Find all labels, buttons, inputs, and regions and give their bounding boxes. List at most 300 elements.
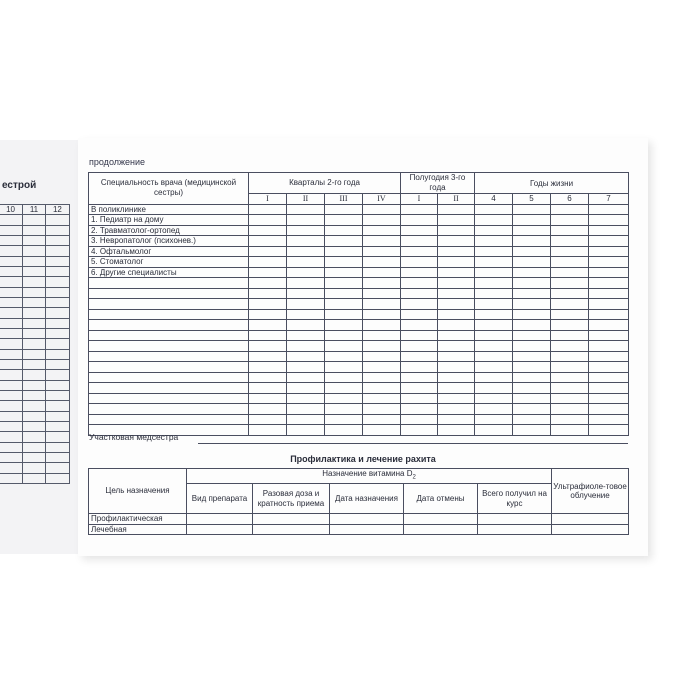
entry-cell[interactable] <box>401 404 438 415</box>
entry-cell[interactable] <box>363 341 401 352</box>
entry-cell[interactable] <box>438 320 475 331</box>
entry-cell[interactable] <box>438 225 475 236</box>
entry-cell[interactable] <box>438 393 475 404</box>
entry-cell[interactable] <box>325 225 363 236</box>
entry-cell[interactable] <box>249 414 287 425</box>
entry-cell[interactable] <box>249 362 287 373</box>
entry-cell[interactable] <box>0 287 23 297</box>
entry-cell[interactable] <box>513 362 551 373</box>
entry-cell[interactable] <box>325 425 363 436</box>
entry-cell[interactable] <box>45 246 69 256</box>
entry-cell[interactable] <box>363 215 401 226</box>
entry-cell[interactable] <box>287 246 325 257</box>
entry-cell[interactable] <box>589 404 629 415</box>
entry-cell[interactable] <box>45 225 69 235</box>
entry-cell[interactable] <box>478 524 552 535</box>
entry-cell[interactable] <box>438 267 475 278</box>
entry-cell[interactable] <box>287 351 325 362</box>
entry-cell[interactable] <box>363 267 401 278</box>
entry-cell[interactable] <box>23 432 46 442</box>
entry-cell[interactable] <box>0 442 23 452</box>
entry-cell[interactable] <box>401 341 438 352</box>
entry-cell[interactable] <box>23 287 46 297</box>
entry-cell[interactable] <box>287 288 325 299</box>
entry-cell[interactable] <box>475 393 513 404</box>
entry-cell[interactable] <box>363 351 401 362</box>
entry-cell[interactable] <box>475 267 513 278</box>
entry-cell[interactable] <box>475 362 513 373</box>
entry-cell[interactable] <box>551 278 589 289</box>
entry-cell[interactable] <box>589 278 629 289</box>
entry-cell[interactable] <box>551 246 589 257</box>
entry-cell[interactable] <box>551 372 589 383</box>
entry-cell[interactable] <box>401 225 438 236</box>
entry-cell[interactable] <box>551 267 589 278</box>
entry-cell[interactable] <box>0 349 23 359</box>
entry-cell[interactable] <box>589 215 629 226</box>
entry-cell[interactable] <box>363 225 401 236</box>
entry-cell[interactable] <box>45 349 69 359</box>
entry-cell[interactable] <box>513 257 551 268</box>
entry-cell[interactable] <box>589 299 629 310</box>
entry-cell[interactable] <box>363 299 401 310</box>
entry-cell[interactable] <box>23 401 46 411</box>
entry-cell[interactable] <box>249 257 287 268</box>
entry-cell[interactable] <box>475 425 513 436</box>
entry-cell[interactable] <box>551 393 589 404</box>
entry-cell[interactable] <box>475 278 513 289</box>
entry-cell[interactable] <box>45 463 69 473</box>
entry-cell[interactable] <box>23 380 46 390</box>
entry-cell[interactable] <box>45 308 69 318</box>
entry-cell[interactable] <box>23 215 46 225</box>
entry-cell[interactable] <box>249 204 287 215</box>
entry-cell[interactable] <box>325 383 363 394</box>
entry-cell[interactable] <box>363 372 401 383</box>
entry-cell[interactable] <box>45 390 69 400</box>
entry-cell[interactable] <box>438 288 475 299</box>
entry-cell[interactable] <box>589 225 629 236</box>
entry-cell[interactable] <box>589 288 629 299</box>
entry-cell[interactable] <box>287 215 325 226</box>
entry-cell[interactable] <box>0 266 23 276</box>
entry-cell[interactable] <box>475 299 513 310</box>
entry-cell[interactable] <box>363 320 401 331</box>
entry-cell[interactable] <box>0 473 23 483</box>
entry-cell[interactable] <box>249 267 287 278</box>
entry-cell[interactable] <box>249 236 287 247</box>
entry-cell[interactable] <box>23 328 46 338</box>
entry-cell[interactable] <box>330 514 404 525</box>
entry-cell[interactable] <box>438 341 475 352</box>
entry-cell[interactable] <box>287 309 325 320</box>
entry-cell[interactable] <box>475 236 513 247</box>
entry-cell[interactable] <box>249 341 287 352</box>
entry-cell[interactable] <box>249 425 287 436</box>
entry-cell[interactable] <box>23 359 46 369</box>
entry-cell[interactable] <box>23 421 46 431</box>
entry-cell[interactable] <box>551 204 589 215</box>
entry-cell[interactable] <box>325 404 363 415</box>
entry-cell[interactable] <box>589 330 629 341</box>
entry-cell[interactable] <box>401 204 438 215</box>
entry-cell[interactable] <box>0 411 23 421</box>
entry-cell[interactable] <box>589 320 629 331</box>
entry-cell[interactable] <box>23 442 46 452</box>
entry-cell[interactable] <box>401 372 438 383</box>
entry-cell[interactable] <box>0 359 23 369</box>
entry-cell[interactable] <box>551 341 589 352</box>
entry-cell[interactable] <box>23 266 46 276</box>
entry-cell[interactable] <box>401 320 438 331</box>
entry-cell[interactable] <box>513 330 551 341</box>
entry-cell[interactable] <box>187 514 253 525</box>
entry-cell[interactable] <box>589 257 629 268</box>
entry-cell[interactable] <box>513 320 551 331</box>
entry-cell[interactable] <box>475 330 513 341</box>
entry-cell[interactable] <box>475 225 513 236</box>
entry-cell[interactable] <box>589 383 629 394</box>
entry-cell[interactable] <box>513 351 551 362</box>
entry-cell[interactable] <box>438 236 475 247</box>
entry-cell[interactable] <box>401 383 438 394</box>
entry-cell[interactable] <box>249 404 287 415</box>
entry-cell[interactable] <box>551 215 589 226</box>
entry-cell[interactable] <box>551 383 589 394</box>
entry-cell[interactable] <box>0 370 23 380</box>
entry-cell[interactable] <box>401 362 438 373</box>
entry-cell[interactable] <box>253 524 330 535</box>
entry-cell[interactable] <box>363 236 401 247</box>
entry-cell[interactable] <box>287 225 325 236</box>
entry-cell[interactable] <box>589 309 629 320</box>
entry-cell[interactable] <box>325 278 363 289</box>
entry-cell[interactable] <box>551 309 589 320</box>
entry-cell[interactable] <box>325 204 363 215</box>
entry-cell[interactable] <box>0 318 23 328</box>
entry-cell[interactable] <box>330 524 404 535</box>
entry-cell[interactable] <box>325 414 363 425</box>
entry-cell[interactable] <box>0 339 23 349</box>
entry-cell[interactable] <box>404 514 478 525</box>
entry-cell[interactable] <box>363 278 401 289</box>
entry-cell[interactable] <box>45 359 69 369</box>
entry-cell[interactable] <box>45 277 69 287</box>
entry-cell[interactable] <box>45 318 69 328</box>
entry-cell[interactable] <box>45 411 69 421</box>
entry-cell[interactable] <box>249 351 287 362</box>
entry-cell[interactable] <box>589 246 629 257</box>
entry-cell[interactable] <box>287 425 325 436</box>
entry-cell[interactable] <box>363 414 401 425</box>
entry-cell[interactable] <box>513 414 551 425</box>
entry-cell[interactable] <box>363 383 401 394</box>
entry-cell[interactable] <box>401 236 438 247</box>
entry-cell[interactable] <box>551 288 589 299</box>
entry-cell[interactable] <box>401 257 438 268</box>
entry-cell[interactable] <box>287 267 325 278</box>
entry-cell[interactable] <box>0 308 23 318</box>
entry-cell[interactable] <box>325 288 363 299</box>
entry-cell[interactable] <box>45 235 69 245</box>
entry-cell[interactable] <box>287 362 325 373</box>
entry-cell[interactable] <box>0 297 23 307</box>
entry-cell[interactable] <box>249 225 287 236</box>
entry-cell[interactable] <box>45 452 69 462</box>
entry-cell[interactable] <box>438 257 475 268</box>
entry-cell[interactable] <box>475 414 513 425</box>
entry-cell[interactable] <box>401 414 438 425</box>
entry-cell[interactable] <box>589 425 629 436</box>
entry-cell[interactable] <box>249 393 287 404</box>
entry-cell[interactable] <box>23 452 46 462</box>
entry-cell[interactable] <box>438 404 475 415</box>
entry-cell[interactable] <box>475 341 513 352</box>
entry-cell[interactable] <box>325 341 363 352</box>
entry-cell[interactable] <box>0 215 23 225</box>
entry-cell[interactable] <box>438 383 475 394</box>
entry-cell[interactable] <box>287 383 325 394</box>
entry-cell[interactable] <box>401 351 438 362</box>
entry-cell[interactable] <box>45 473 69 483</box>
entry-cell[interactable] <box>45 380 69 390</box>
entry-cell[interactable] <box>363 204 401 215</box>
entry-cell[interactable] <box>589 236 629 247</box>
entry-cell[interactable] <box>23 318 46 328</box>
entry-cell[interactable] <box>475 204 513 215</box>
entry-cell[interactable] <box>23 411 46 421</box>
entry-cell[interactable] <box>513 246 551 257</box>
entry-cell[interactable] <box>287 299 325 310</box>
entry-cell[interactable] <box>363 246 401 257</box>
entry-cell[interactable] <box>0 246 23 256</box>
entry-cell[interactable] <box>23 246 46 256</box>
entry-cell[interactable] <box>401 393 438 404</box>
entry-cell[interactable] <box>45 401 69 411</box>
entry-cell[interactable] <box>45 215 69 225</box>
entry-cell[interactable] <box>23 297 46 307</box>
entry-cell[interactable] <box>45 297 69 307</box>
entry-cell[interactable] <box>325 267 363 278</box>
entry-cell[interactable] <box>363 362 401 373</box>
entry-cell[interactable] <box>249 246 287 257</box>
entry-cell[interactable] <box>513 236 551 247</box>
entry-cell[interactable] <box>513 204 551 215</box>
entry-cell[interactable] <box>363 288 401 299</box>
entry-cell[interactable] <box>325 215 363 226</box>
entry-cell[interactable] <box>551 330 589 341</box>
entry-cell[interactable] <box>45 266 69 276</box>
entry-cell[interactable] <box>0 235 23 245</box>
entry-cell[interactable] <box>287 257 325 268</box>
entry-cell[interactable] <box>287 204 325 215</box>
entry-cell[interactable] <box>249 299 287 310</box>
entry-cell[interactable] <box>438 278 475 289</box>
entry-cell[interactable] <box>438 372 475 383</box>
entry-cell[interactable] <box>475 215 513 226</box>
entry-cell[interactable] <box>513 309 551 320</box>
entry-cell[interactable] <box>401 267 438 278</box>
entry-cell[interactable] <box>401 278 438 289</box>
entry-cell[interactable] <box>513 341 551 352</box>
district-nurse-signature-line[interactable] <box>198 443 628 444</box>
entry-cell[interactable] <box>287 341 325 352</box>
entry-cell[interactable] <box>513 393 551 404</box>
entry-cell[interactable] <box>401 299 438 310</box>
entry-cell[interactable] <box>23 370 46 380</box>
entry-cell[interactable] <box>438 215 475 226</box>
entry-cell[interactable] <box>249 383 287 394</box>
entry-cell[interactable] <box>513 278 551 289</box>
entry-cell[interactable] <box>589 341 629 352</box>
entry-cell[interactable] <box>552 524 629 535</box>
entry-cell[interactable] <box>45 328 69 338</box>
entry-cell[interactable] <box>249 278 287 289</box>
entry-cell[interactable] <box>23 235 46 245</box>
entry-cell[interactable] <box>401 309 438 320</box>
entry-cell[interactable] <box>287 330 325 341</box>
entry-cell[interactable] <box>401 215 438 226</box>
entry-cell[interactable] <box>475 351 513 362</box>
entry-cell[interactable] <box>23 473 46 483</box>
entry-cell[interactable] <box>0 256 23 266</box>
entry-cell[interactable] <box>551 257 589 268</box>
entry-cell[interactable] <box>363 393 401 404</box>
entry-cell[interactable] <box>438 330 475 341</box>
entry-cell[interactable] <box>325 320 363 331</box>
entry-cell[interactable] <box>45 256 69 266</box>
entry-cell[interactable] <box>438 204 475 215</box>
entry-cell[interactable] <box>0 277 23 287</box>
entry-cell[interactable] <box>438 425 475 436</box>
entry-cell[interactable] <box>475 288 513 299</box>
entry-cell[interactable] <box>513 425 551 436</box>
entry-cell[interactable] <box>287 393 325 404</box>
entry-cell[interactable] <box>438 414 475 425</box>
entry-cell[interactable] <box>325 351 363 362</box>
entry-cell[interactable] <box>475 246 513 257</box>
entry-cell[interactable] <box>551 404 589 415</box>
entry-cell[interactable] <box>363 425 401 436</box>
entry-cell[interactable] <box>325 362 363 373</box>
entry-cell[interactable] <box>363 404 401 415</box>
entry-cell[interactable] <box>551 320 589 331</box>
entry-cell[interactable] <box>325 372 363 383</box>
entry-cell[interactable] <box>513 404 551 415</box>
entry-cell[interactable] <box>0 328 23 338</box>
entry-cell[interactable] <box>23 308 46 318</box>
entry-cell[interactable] <box>589 414 629 425</box>
entry-cell[interactable] <box>287 320 325 331</box>
entry-cell[interactable] <box>513 267 551 278</box>
entry-cell[interactable] <box>325 246 363 257</box>
entry-cell[interactable] <box>249 215 287 226</box>
entry-cell[interactable] <box>23 339 46 349</box>
entry-cell[interactable] <box>325 257 363 268</box>
entry-cell[interactable] <box>401 288 438 299</box>
entry-cell[interactable] <box>287 372 325 383</box>
entry-cell[interactable] <box>401 425 438 436</box>
entry-cell[interactable] <box>589 204 629 215</box>
entry-cell[interactable] <box>551 299 589 310</box>
entry-cell[interactable] <box>589 362 629 373</box>
entry-cell[interactable] <box>551 351 589 362</box>
entry-cell[interactable] <box>401 246 438 257</box>
entry-cell[interactable] <box>363 309 401 320</box>
entry-cell[interactable] <box>438 362 475 373</box>
entry-cell[interactable] <box>45 370 69 380</box>
entry-cell[interactable] <box>475 404 513 415</box>
entry-cell[interactable] <box>589 393 629 404</box>
entry-cell[interactable] <box>475 257 513 268</box>
entry-cell[interactable] <box>0 225 23 235</box>
entry-cell[interactable] <box>253 514 330 525</box>
entry-cell[interactable] <box>45 339 69 349</box>
entry-cell[interactable] <box>0 452 23 462</box>
entry-cell[interactable] <box>325 393 363 404</box>
entry-cell[interactable] <box>401 330 438 341</box>
entry-cell[interactable] <box>513 299 551 310</box>
entry-cell[interactable] <box>589 267 629 278</box>
entry-cell[interactable] <box>249 320 287 331</box>
entry-cell[interactable] <box>23 463 46 473</box>
entry-cell[interactable] <box>45 421 69 431</box>
entry-cell[interactable] <box>23 277 46 287</box>
entry-cell[interactable] <box>287 236 325 247</box>
entry-cell[interactable] <box>475 320 513 331</box>
entry-cell[interactable] <box>325 299 363 310</box>
entry-cell[interactable] <box>551 236 589 247</box>
entry-cell[interactable] <box>23 256 46 266</box>
entry-cell[interactable] <box>513 372 551 383</box>
entry-cell[interactable] <box>249 372 287 383</box>
entry-cell[interactable] <box>475 309 513 320</box>
entry-cell[interactable] <box>552 514 629 525</box>
entry-cell[interactable] <box>438 246 475 257</box>
entry-cell[interactable] <box>249 288 287 299</box>
entry-cell[interactable] <box>0 401 23 411</box>
entry-cell[interactable] <box>249 309 287 320</box>
entry-cell[interactable] <box>0 380 23 390</box>
entry-cell[interactable] <box>287 404 325 415</box>
entry-cell[interactable] <box>363 257 401 268</box>
entry-cell[interactable] <box>325 236 363 247</box>
entry-cell[interactable] <box>475 372 513 383</box>
entry-cell[interactable] <box>325 309 363 320</box>
entry-cell[interactable] <box>45 442 69 452</box>
entry-cell[interactable] <box>551 425 589 436</box>
entry-cell[interactable] <box>475 383 513 394</box>
entry-cell[interactable] <box>551 362 589 373</box>
entry-cell[interactable] <box>438 351 475 362</box>
entry-cell[interactable] <box>23 225 46 235</box>
entry-cell[interactable] <box>187 524 253 535</box>
entry-cell[interactable] <box>287 414 325 425</box>
entry-cell[interactable] <box>513 215 551 226</box>
entry-cell[interactable] <box>23 390 46 400</box>
entry-cell[interactable] <box>513 225 551 236</box>
entry-cell[interactable] <box>513 383 551 394</box>
entry-cell[interactable] <box>23 349 46 359</box>
entry-cell[interactable] <box>0 421 23 431</box>
entry-cell[interactable] <box>589 372 629 383</box>
entry-cell[interactable] <box>363 330 401 341</box>
entry-cell[interactable] <box>478 514 552 525</box>
entry-cell[interactable] <box>513 288 551 299</box>
entry-cell[interactable] <box>551 225 589 236</box>
entry-cell[interactable] <box>589 351 629 362</box>
entry-cell[interactable] <box>0 463 23 473</box>
